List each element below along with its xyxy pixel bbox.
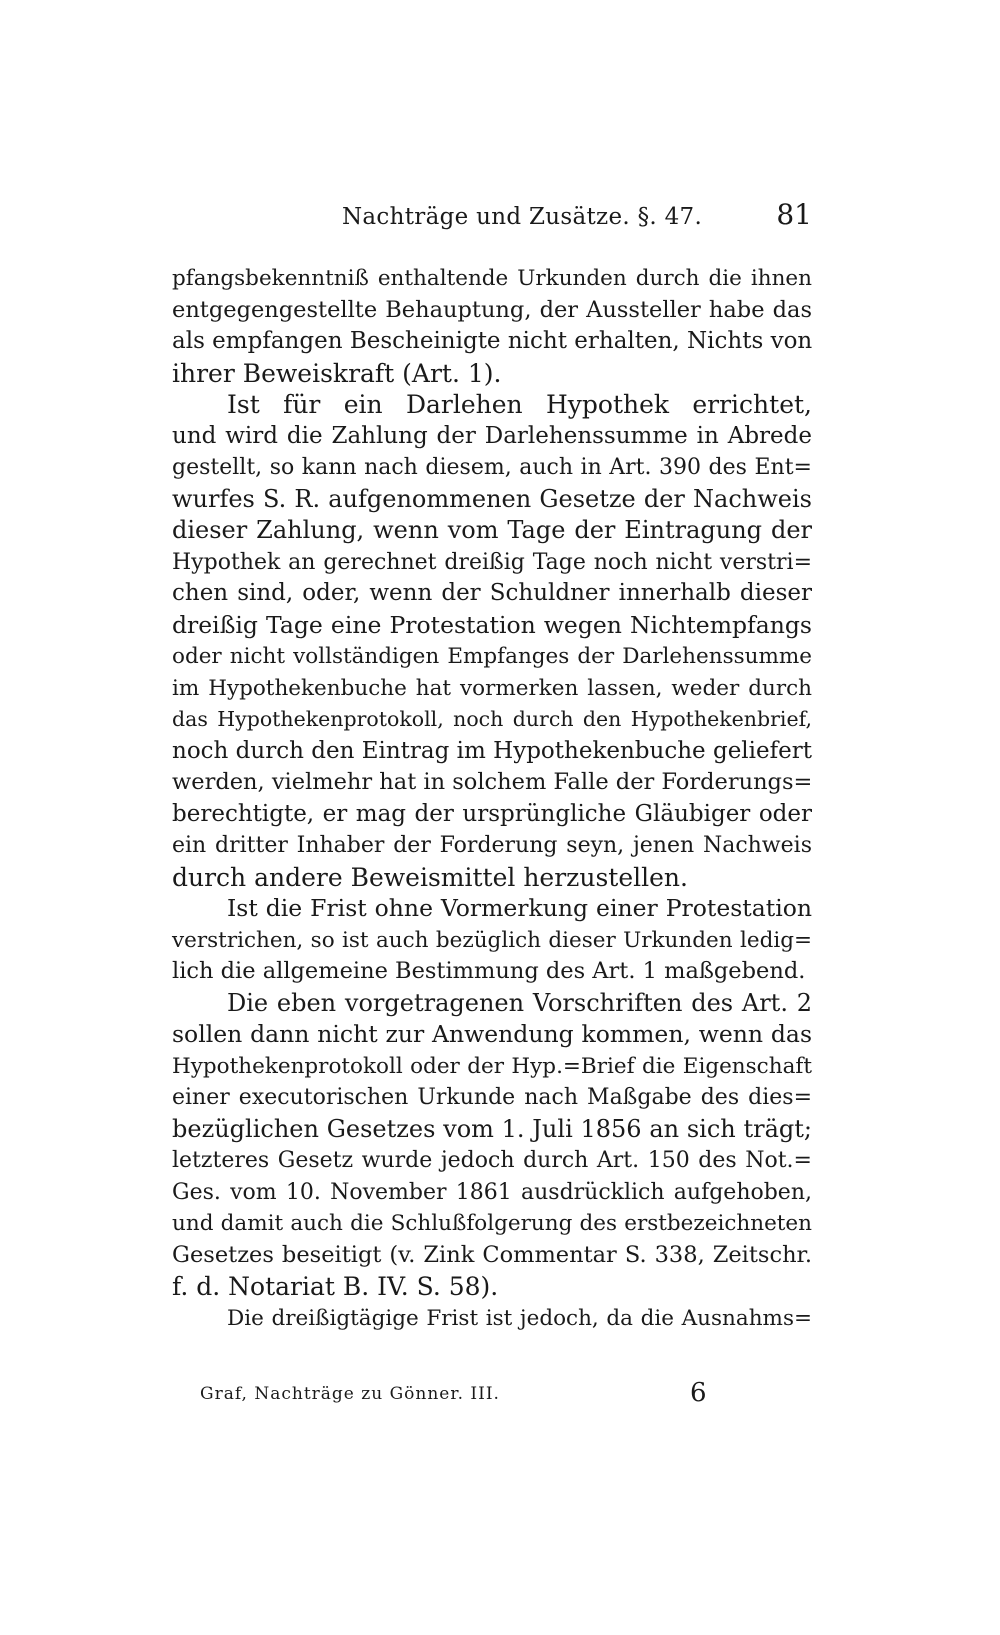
text-line: Die dreißigtägige Frist ist jedoch, da die Ausnahms= [227, 1305, 812, 1331]
text-line: als empfangen Bescheinigte nicht erhalten, Nichts von [172, 328, 813, 354]
running-title: Nachträge und Zusätze. §. 47. [342, 204, 703, 230]
text-line: pfangsbekenntniß enthaltende Urkunden durch die ihnen [172, 266, 812, 291]
text-line: Die eben vorgetragenen Vorschriften des Art. 2 [227, 988, 812, 1017]
sheet-number: 6 [690, 1378, 707, 1408]
page-number: 81 [776, 198, 812, 231]
text-line: letzteres Gesetz wurde jedoch durch Art. 150 des Not.= [172, 1148, 812, 1173]
text-line: und damit auch die Schlußfolgerung des erstbezeichneten [172, 1211, 812, 1236]
text-line: Ges. vom 10. November 1861 ausdrücklich aufgehoben, [172, 1179, 812, 1205]
text-line: Hypothek an gerechnet dreißig Tage noch nicht verstri= [172, 549, 812, 575]
page-footer [200, 1378, 720, 1414]
signature-mark: Graf, Nachträge zu Gönner. III. [200, 1384, 500, 1404]
text-line: werden, vielmehr hat in solchem Falle der Forderungs= [172, 769, 813, 795]
text-line: f. d. Notariat B. IV. S. 58). [172, 1272, 499, 1301]
text-line: entgegengestellte Behauptung, der Aussteller habe das [172, 296, 812, 323]
text-line: gestellt, so kann nach diesem, auch in Art. 390 des Ent= [172, 455, 812, 480]
body-text [172, 263, 812, 1334]
text-line: Ist für ein Darlehen Hypothek errichtet, [227, 390, 812, 419]
text-line: einer executorischen Urkunde nach Maßgabe des dies= [172, 1085, 812, 1110]
text-line: Gesetzes beseitigt (v. Zink Commentar S. 338, Zeitschr. [172, 1241, 812, 1268]
text-line: Hypothekenprotokoll oder der Hyp.=Brief die Eigenschaft [172, 1053, 812, 1079]
running-head [172, 196, 812, 236]
text-line: durch andere Beweismittel herzustellen. [172, 862, 688, 892]
text-line: dieser Zahlung, wenn vom Tage der Eintragung der [172, 516, 812, 544]
text-line: und wird die Zahlung der Darlehenssumme in Abrede [172, 422, 812, 449]
text-line: lich die allgemeine Bestimmung des Art. 1 maßgebend. [172, 958, 806, 984]
text-line: ihrer Beweiskraft (Art. 1). [172, 358, 502, 388]
text-line: berechtigte, er mag der ursprüngliche Gläubiger oder [172, 800, 812, 827]
text-line: Ist die Frist ohne Vormerkung einer Protestation [227, 894, 812, 922]
text-line: noch durch den Eintrag im Hypothekenbuche geliefert [172, 737, 812, 764]
text-line: im Hypothekenbuche hat vormerken lassen, weder durch [172, 675, 812, 701]
text-line: das Hypothekenprotokoll, noch durch den Hypothekenbrief, [172, 707, 812, 731]
text-line: dreißig Tage eine Protestation wegen Nichtempfangs [172, 610, 812, 639]
text-line: bezüglichen Gesetzes vom 1. Juli 1856 an sich trägt; [172, 1114, 812, 1143]
text-line: chen sind, oder, wenn der Schuldner innerhalb dieser [172, 580, 812, 606]
text-line: wurfes S. R. aufgenommenen Gesetze der Nachweis [172, 484, 812, 513]
text-line: ein dritter Inhaber der Forderung seyn, jenen Nachweis [172, 833, 812, 858]
text-line: oder nicht vollständigen Empfanges der Darlehenssumme [172, 644, 812, 669]
text-line: verstrichen, so ist auch bezüglich dieser Urkunden ledig= [172, 927, 812, 953]
text-line: sollen dann nicht zur Anwendung kommen, wenn das [172, 1020, 812, 1048]
